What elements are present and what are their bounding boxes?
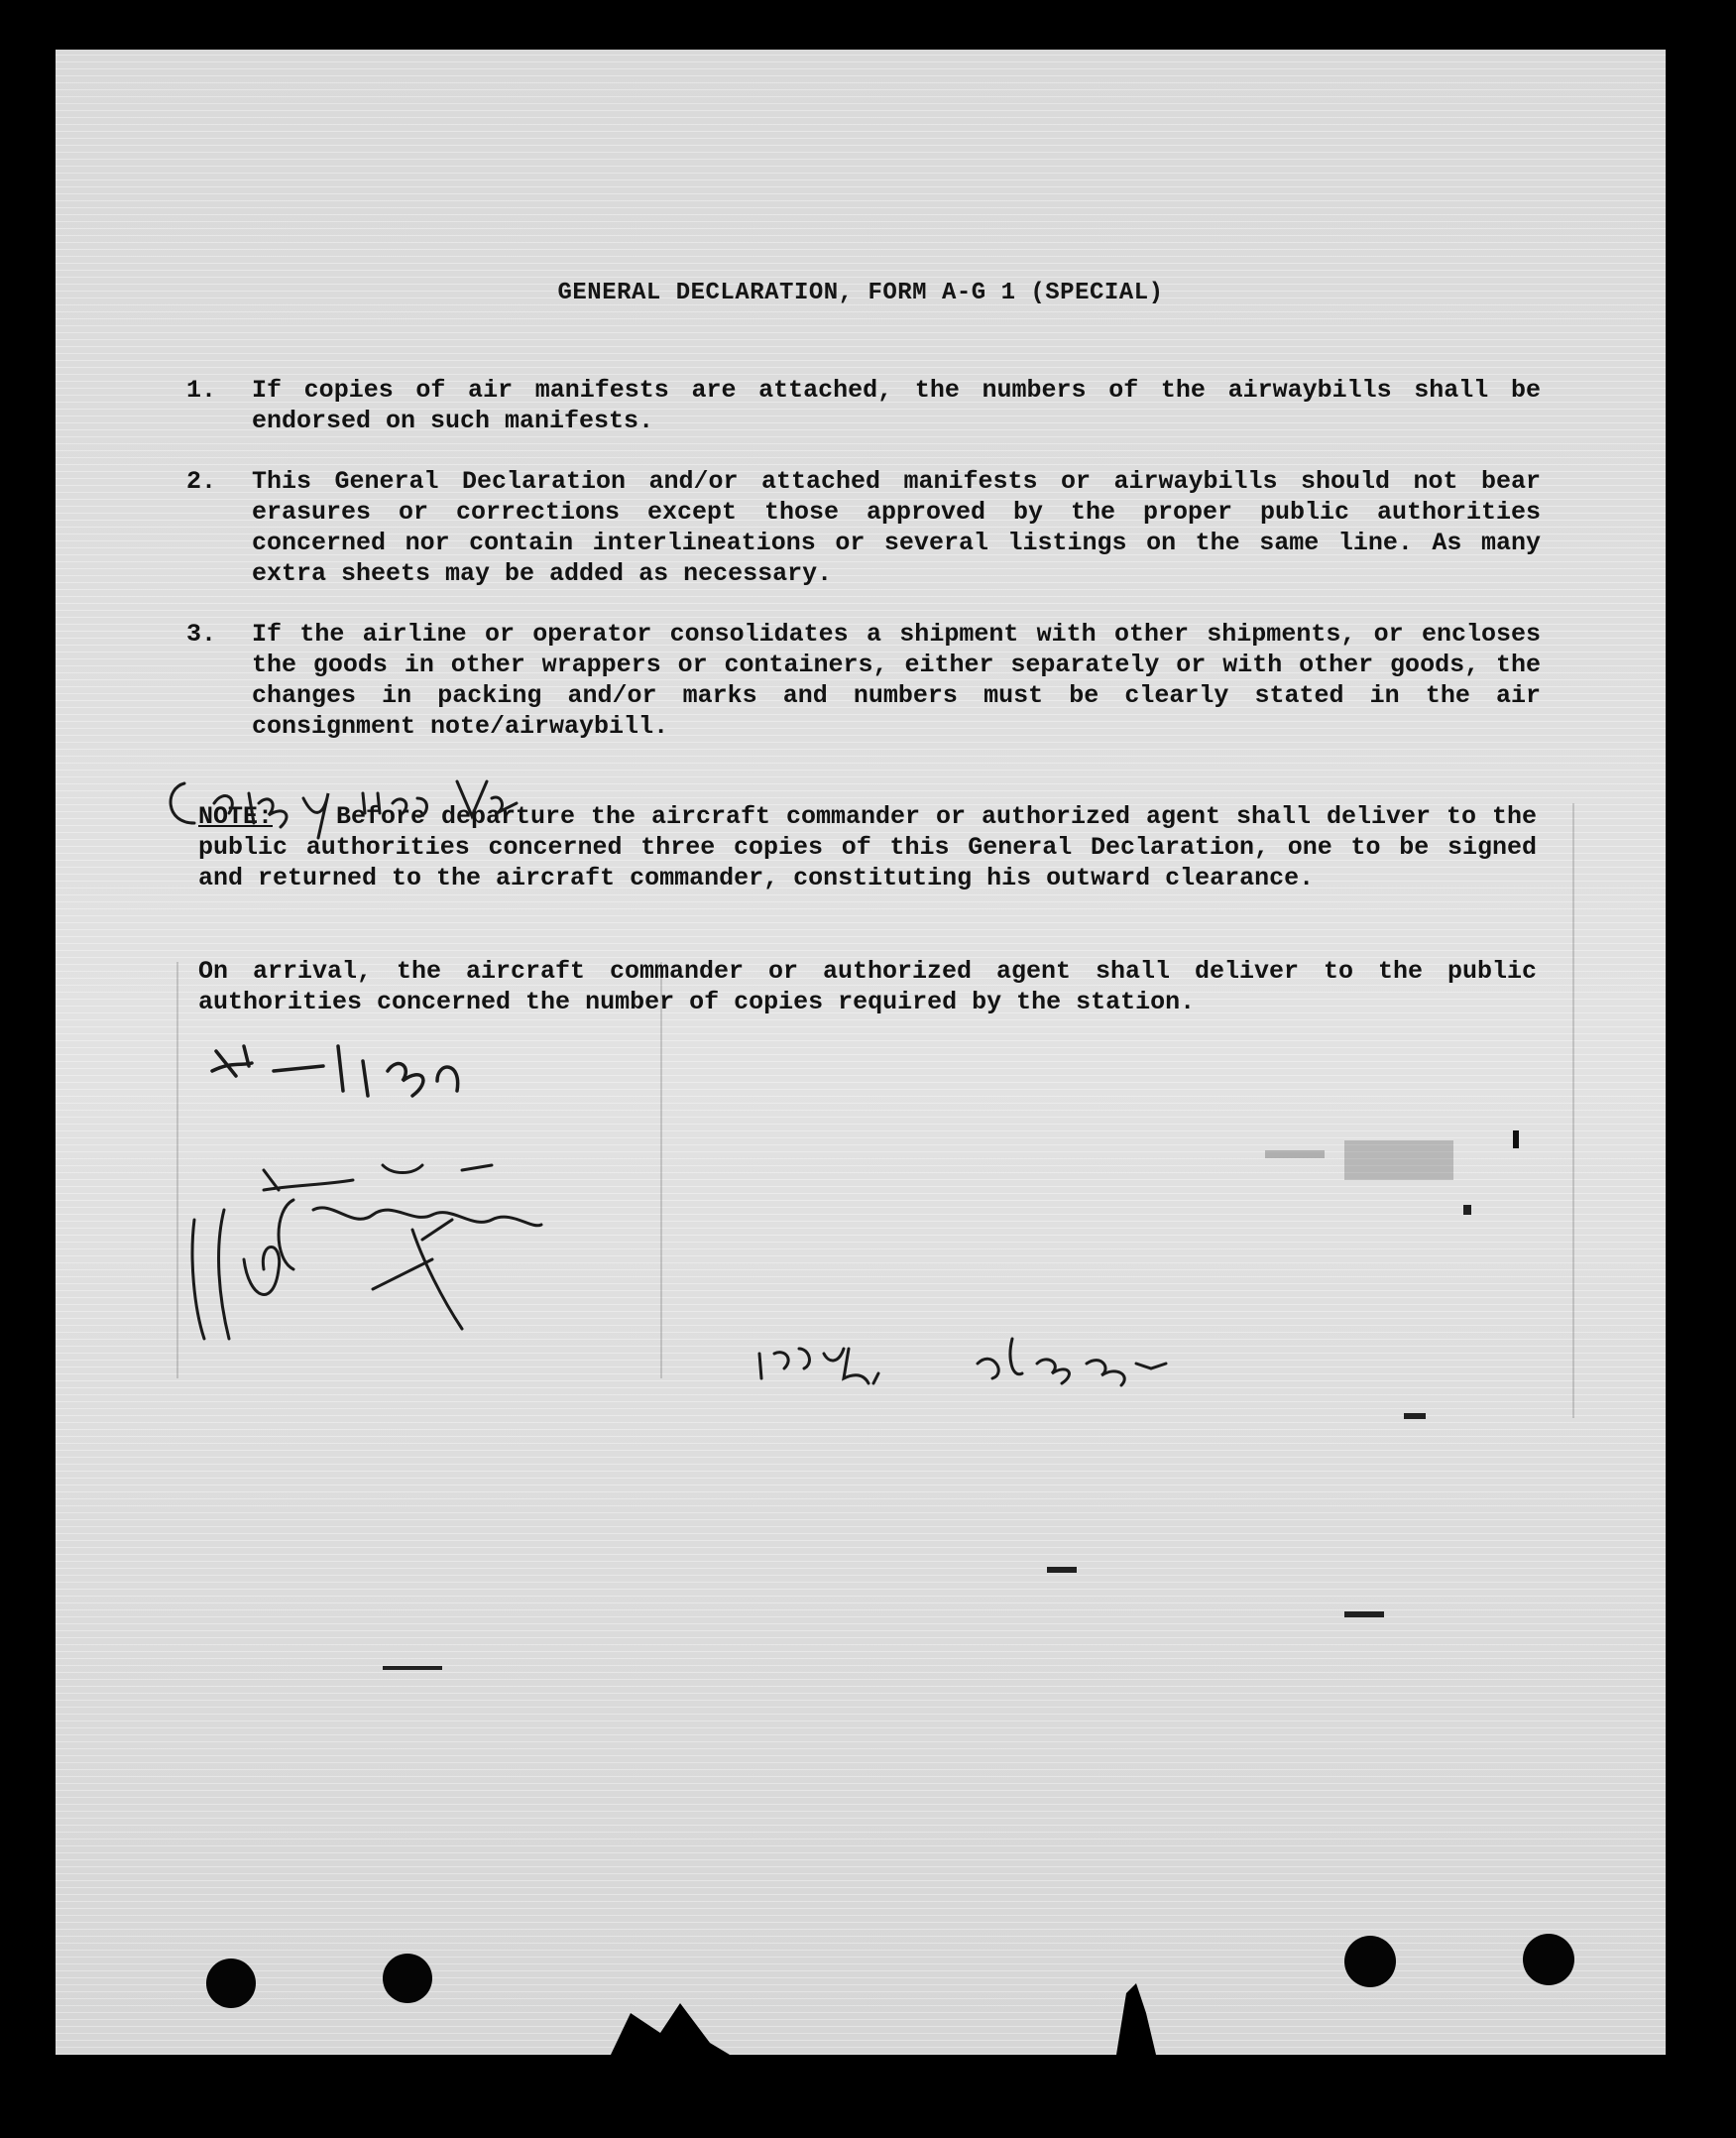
binding-hole (1523, 1934, 1574, 1985)
arrival-paragraph: On arrival, the aircraft commander or authorized agent shall deliver to the public authorities concerned the number of copies required by the station. (198, 957, 1537, 1016)
binding-hole (1344, 1936, 1396, 1987)
faint-stamp-mark (1245, 1130, 1503, 1210)
show-through-line (1572, 803, 1574, 1418)
show-through-line (660, 962, 662, 1378)
torn-edge (1106, 1954, 1166, 2055)
note-label: NOTE: (198, 802, 274, 831)
handwritten-annotation-middle (204, 1031, 521, 1121)
ink-speck (1513, 1130, 1519, 1148)
item-text: If copies of air manifests are attached, the numbers of the airwaybills shall be endorsed on such manifests. (252, 376, 1541, 435)
handwritten-signature-left (135, 1140, 650, 1378)
ink-speck (383, 1666, 442, 1670)
note-text: Before departure the aircraft commander or authorized agent shall deliver to the public authorities concerned three copies of this General Declaration, one to be signed and returned to the aircraft commander, constituting his outward clearance. (198, 802, 1537, 892)
torn-edge (611, 1983, 730, 2055)
handwritten-annotation-top (155, 764, 670, 843)
document-title: GENERAL DECLARATION, FORM A-G 1 (SPECIAL) (557, 280, 1164, 306)
handwritten-annotation-bottom-center (750, 1319, 1186, 1398)
item-text: This General Declaration and/or attached manifests or airwaybills should not bear erasures or corrections except those approved by the proper public authorities concerned nor contain interlineations or several listings on the same line. As many extra sheets may be added as necessary. (252, 467, 1541, 588)
ink-speck (1047, 1567, 1077, 1573)
ink-speck (1463, 1205, 1471, 1215)
binding-hole (206, 1959, 256, 2008)
item-number: 2. (186, 467, 217, 496)
binding-hole (383, 1954, 432, 2003)
document-page (56, 50, 1666, 2055)
item-number: 3. (186, 620, 217, 649)
ink-speck (1344, 1611, 1384, 1617)
ink-speck (1404, 1413, 1426, 1419)
item-text: If the airline or operator consolidates a shipment with other shipments, or encloses the goods in other wrappers or containers, either separately or with other goods, the changes in packing and/or marks and numbers must be clearly stated in the air consignment note/airwaybill. (252, 620, 1541, 741)
item-number: 1. (186, 376, 217, 405)
